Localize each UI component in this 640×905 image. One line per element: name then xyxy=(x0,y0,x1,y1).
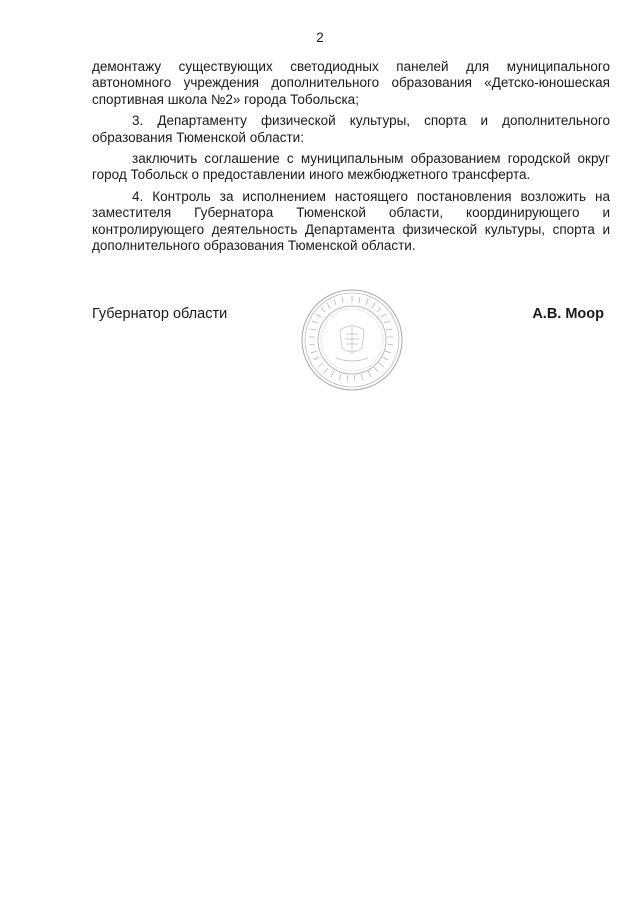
paragraph-item-3-subclause: заключить соглашение с муниципальным образованием городской округ город Тобольск о предоставлении иного межбюджетного трансферта. xyxy=(92,151,610,183)
document-body xyxy=(92,59,610,254)
signatory-title: Губернатор области xyxy=(92,306,228,322)
signatory-name: А.В. Моор xyxy=(532,306,604,322)
paragraph-item-3: 3. Департаменту физической культуры, спорта и дополнительного образования Тюменской области: xyxy=(92,113,610,145)
paragraph-continuation: демонтажу существующих светодиодных панелей для муниципального автономного учреждения дополнительного образования «Детско-юношеская спортивная школа №2» города Тобольска; xyxy=(92,59,610,107)
page-number: 2 xyxy=(316,30,324,45)
paragraph-item-4: 4. Контроль за исполнением настоящего постановления возложить на заместителя Губернатора Тюменской области, координирующего и контролирующего деятельность Департамента физической культуры, спорта и дополнительного образования Тюменской области. xyxy=(92,188,610,254)
official-seal-icon xyxy=(300,288,404,392)
